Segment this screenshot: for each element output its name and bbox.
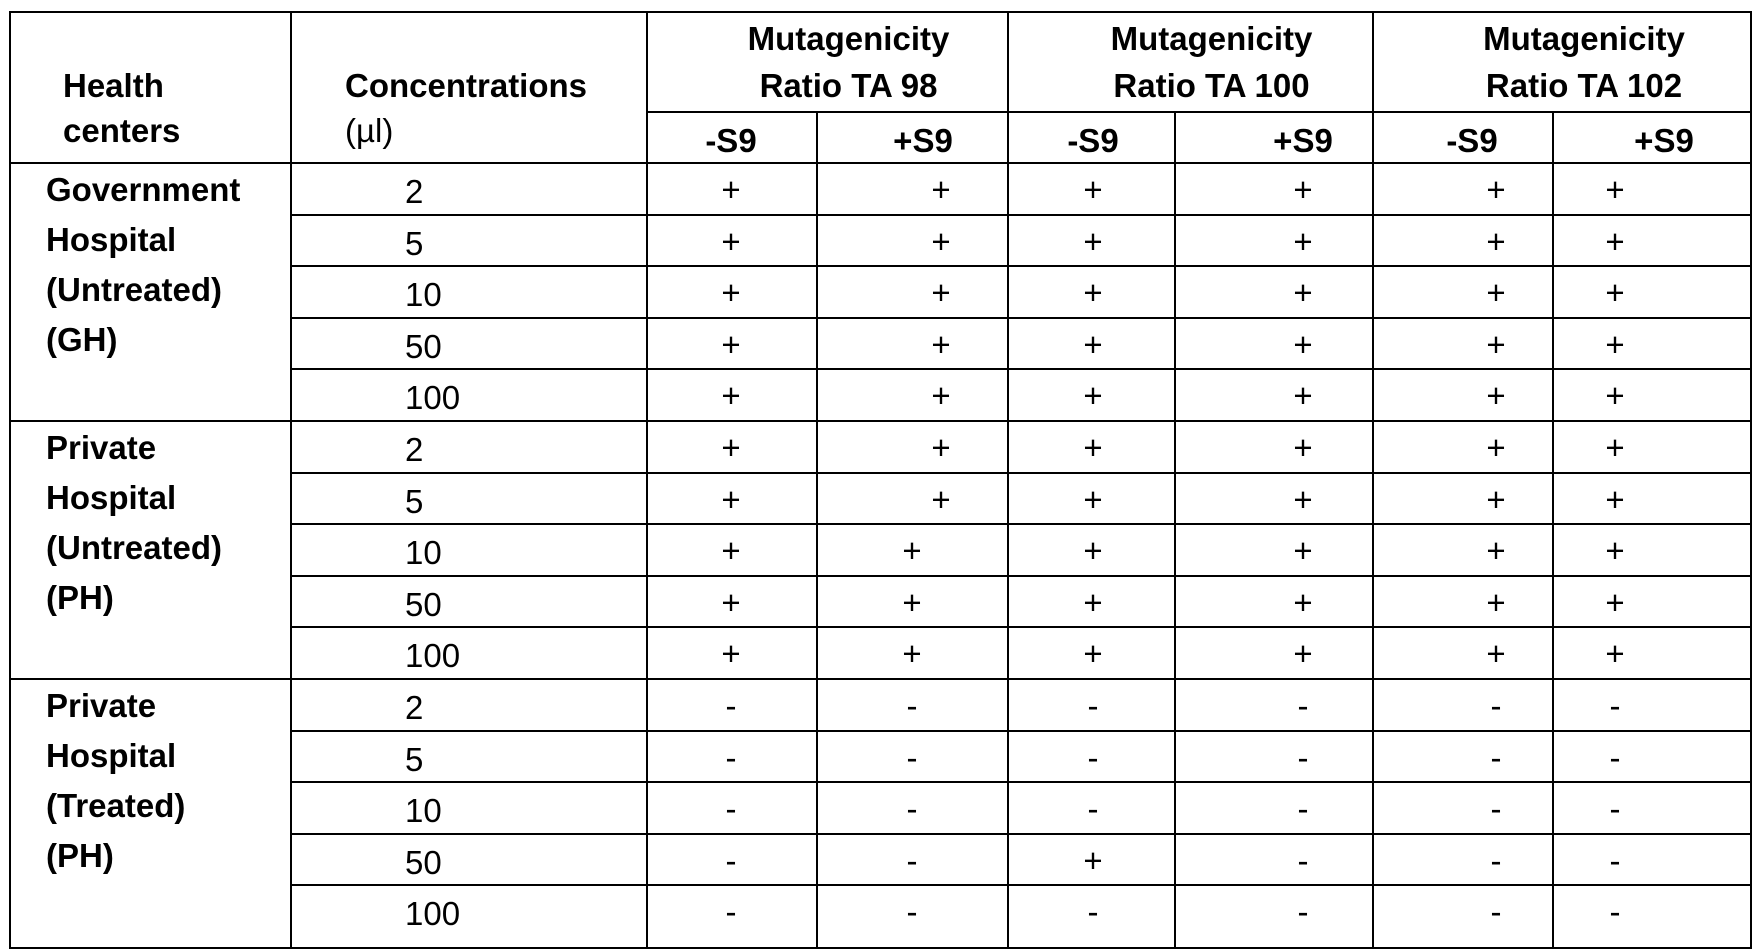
row-divider — [290, 214, 1752, 216]
mutagenic-positive: + — [1486, 171, 1506, 208]
mutagenic-positive: + — [1605, 532, 1625, 570]
concentration-value: 2 — [405, 431, 424, 468]
mutagenic-positive: + — [1605, 635, 1625, 673]
mutagenic-positive: + — [1293, 325, 1313, 363]
column-divider — [1007, 11, 1009, 949]
mutagenic-positive: + — [1486, 222, 1506, 260]
mutagenic-positive: + — [1083, 222, 1103, 260]
row-divider — [290, 317, 1752, 319]
mutagenic-negative: - — [1490, 893, 1502, 931]
mutagenic-positive: + — [1083, 635, 1103, 673]
mutagenic-positive: + — [1486, 429, 1506, 466]
mutagenic-negative: - — [1087, 893, 1099, 931]
concentration-value: 5 — [405, 482, 424, 520]
row-divider — [290, 626, 1752, 628]
health-center-label: Private — [46, 429, 157, 466]
row-divider — [290, 265, 1752, 267]
mutagenic-positive: + — [902, 583, 922, 621]
mutagenic-positive: + — [931, 325, 951, 363]
header-group-title: Ratio TA 98 — [759, 67, 938, 104]
mutagenic-positive: + — [1293, 222, 1313, 260]
header-s9-label: -S9 — [705, 122, 757, 159]
mutagenic-positive: + — [1486, 532, 1506, 570]
health-center-label: Hospital — [46, 221, 177, 258]
mutagenic-positive: + — [931, 429, 951, 466]
mutagenic-positive: + — [721, 532, 741, 570]
mutagenic-negative: - — [1490, 687, 1502, 724]
mutagenic-positive: + — [1083, 583, 1103, 621]
concentration-value: 5 — [405, 740, 424, 778]
health-center-label: Hospital — [46, 737, 177, 774]
row-divider — [290, 833, 1752, 835]
header-s9-label: -S9 — [1067, 122, 1119, 159]
concentration-value: 2 — [405, 173, 424, 210]
table-left-border — [9, 11, 11, 949]
mutagenic-positive: + — [1605, 480, 1625, 518]
header-group-title: Ratio TA 100 — [1113, 67, 1310, 104]
mutagenic-negative: - — [725, 893, 737, 931]
mutagenic-positive: + — [1605, 429, 1625, 466]
row-divider — [290, 730, 1752, 732]
section-divider — [9, 420, 1752, 422]
table-top-border — [9, 11, 1752, 13]
health-center-label: (GH) — [46, 321, 118, 358]
row-divider — [290, 575, 1752, 577]
concentration-value: 5 — [405, 224, 424, 262]
concentration-value: 50 — [405, 585, 442, 623]
mutagenic-positive: + — [1486, 274, 1506, 312]
mutagenic-negative: - — [906, 841, 918, 879]
mutagenic-positive: + — [1486, 377, 1506, 415]
mutagenic-positive: + — [931, 377, 951, 415]
mutagenic-positive: + — [1486, 325, 1506, 363]
mutagenic-positive: + — [1605, 325, 1625, 363]
mutagenic-positive: + — [1293, 532, 1313, 570]
mutagenic-positive: + — [1293, 377, 1313, 415]
mutagenic-positive: + — [1083, 171, 1103, 208]
header-concentrations-unit: (µl) — [345, 112, 394, 149]
header-s9-label: -S9 — [1446, 122, 1498, 159]
mutagenic-positive: + — [1293, 171, 1313, 208]
health-center-label: (Treated) — [46, 787, 186, 824]
mutagenic-negative: - — [725, 841, 737, 879]
header-s9-label: +S9 — [1634, 122, 1694, 159]
mutagenic-negative: - — [1609, 841, 1621, 879]
subcolumn-divider — [1552, 111, 1554, 949]
mutagenic-positive: + — [1486, 635, 1506, 673]
mutagenic-negative: - — [906, 893, 918, 931]
mutagenic-negative: - — [1087, 738, 1099, 776]
header-group-divider — [646, 111, 1752, 113]
header-group-title: Mutagenicity — [747, 20, 950, 57]
concentration-value: 100 — [405, 379, 461, 417]
header-group-title: Mutagenicity — [1110, 20, 1313, 57]
row-divider — [290, 781, 1752, 783]
mutagenic-positive: + — [1605, 171, 1625, 208]
concentration-value: 100 — [405, 637, 461, 675]
mutagenic-positive: + — [1083, 274, 1103, 312]
concentration-value: 50 — [405, 843, 442, 881]
column-divider — [290, 11, 292, 949]
mutagenic-positive: + — [721, 274, 741, 312]
mutagenic-negative: - — [906, 790, 918, 828]
row-divider — [290, 472, 1752, 474]
mutagenic-positive: + — [902, 635, 922, 673]
row-divider — [290, 884, 1752, 886]
mutagenic-negative: - — [1297, 738, 1309, 776]
mutagenic-positive: + — [721, 583, 741, 621]
column-divider — [646, 11, 648, 949]
health-center-label: (PH) — [46, 579, 114, 616]
mutagenic-positive: + — [1293, 583, 1313, 621]
header-group-title: Ratio TA 102 — [1485, 67, 1683, 104]
mutagenic-positive: + — [721, 635, 741, 673]
mutagenic-negative: - — [906, 738, 918, 776]
mutagenic-positive: + — [931, 222, 951, 260]
header-bottom-border — [9, 162, 1752, 164]
row-divider — [290, 368, 1752, 370]
mutagenic-negative: - — [1297, 893, 1309, 931]
mutagenic-positive: + — [721, 429, 741, 466]
mutagenic-positive: + — [1605, 583, 1625, 621]
mutagenic-negative: - — [1297, 687, 1309, 724]
mutagenic-positive: + — [1083, 429, 1103, 466]
mutagenic-negative: - — [1087, 687, 1099, 724]
header-s9-label: +S9 — [1273, 122, 1333, 159]
mutagenicity-table — [9, 11, 1752, 949]
mutagenic-positive: + — [1486, 480, 1506, 518]
health-center-label: (Untreated) — [46, 529, 223, 566]
mutagenic-negative: - — [1297, 841, 1309, 879]
header-concentrations: Concentrations — [345, 67, 588, 104]
header-health-centers: Health — [63, 67, 164, 104]
concentration-value: 100 — [405, 895, 461, 933]
mutagenic-negative: - — [1609, 893, 1621, 931]
mutagenic-negative: - — [1490, 738, 1502, 776]
mutagenic-positive: + — [1605, 274, 1625, 312]
mutagenic-positive: + — [1083, 325, 1103, 363]
concentration-value: 50 — [405, 327, 442, 365]
header-health-centers: centers — [63, 112, 181, 149]
mutagenic-negative: - — [725, 790, 737, 828]
concentration-value: 10 — [405, 534, 442, 572]
mutagenic-positive: + — [1293, 429, 1313, 466]
mutagenic-negative: - — [1609, 687, 1621, 724]
mutagenic-negative: - — [1087, 790, 1099, 828]
mutagenic-positive: + — [1486, 583, 1506, 621]
mutagenic-negative: - — [1490, 841, 1502, 879]
health-center-label: Government — [46, 171, 241, 208]
mutagenic-positive: + — [721, 171, 741, 208]
mutagenic-positive: + — [1083, 532, 1103, 570]
mutagenic-negative: - — [1609, 738, 1621, 776]
mutagenic-positive: + — [1293, 480, 1313, 518]
mutagenic-positive: + — [1083, 841, 1103, 879]
section-divider — [9, 678, 1752, 680]
mutagenic-positive: + — [902, 532, 922, 570]
mutagenic-positive: + — [931, 171, 951, 208]
mutagenic-positive: + — [1605, 377, 1625, 415]
health-center-label: Hospital — [46, 479, 177, 516]
mutagenic-negative: - — [1609, 790, 1621, 828]
concentration-value: 10 — [405, 792, 442, 830]
mutagenic-positive: + — [931, 480, 951, 518]
mutagenic-positive: + — [721, 222, 741, 260]
mutagenic-positive: + — [1083, 480, 1103, 518]
subcolumn-divider — [816, 111, 818, 949]
mutagenic-negative: - — [1490, 790, 1502, 828]
subcolumn-divider — [1174, 111, 1176, 949]
column-divider — [1372, 11, 1374, 949]
table-right-border — [1750, 11, 1752, 949]
mutagenic-negative: - — [725, 738, 737, 776]
health-center-label: (PH) — [46, 837, 114, 874]
mutagenic-positive: + — [1293, 635, 1313, 673]
header-s9-label: +S9 — [893, 122, 953, 159]
mutagenic-negative: - — [725, 687, 737, 724]
mutagenic-positive: + — [931, 274, 951, 312]
mutagenic-negative: - — [1297, 790, 1309, 828]
concentration-value: 10 — [405, 276, 442, 314]
health-center-label: Private — [46, 687, 157, 724]
mutagenic-positive: + — [1605, 222, 1625, 260]
mutagenic-negative: - — [906, 687, 918, 724]
mutagenic-positive: + — [1083, 377, 1103, 415]
mutagenic-positive: + — [721, 480, 741, 518]
mutagenic-positive: + — [721, 377, 741, 415]
health-center-label: (Untreated) — [46, 271, 223, 308]
concentration-value: 2 — [405, 689, 424, 726]
header-group-title: Mutagenicity — [1483, 20, 1685, 57]
mutagenic-positive: + — [1293, 274, 1313, 312]
mutagenic-positive: + — [721, 325, 741, 363]
row-divider — [290, 523, 1752, 525]
table-bottom-border — [9, 947, 1752, 949]
